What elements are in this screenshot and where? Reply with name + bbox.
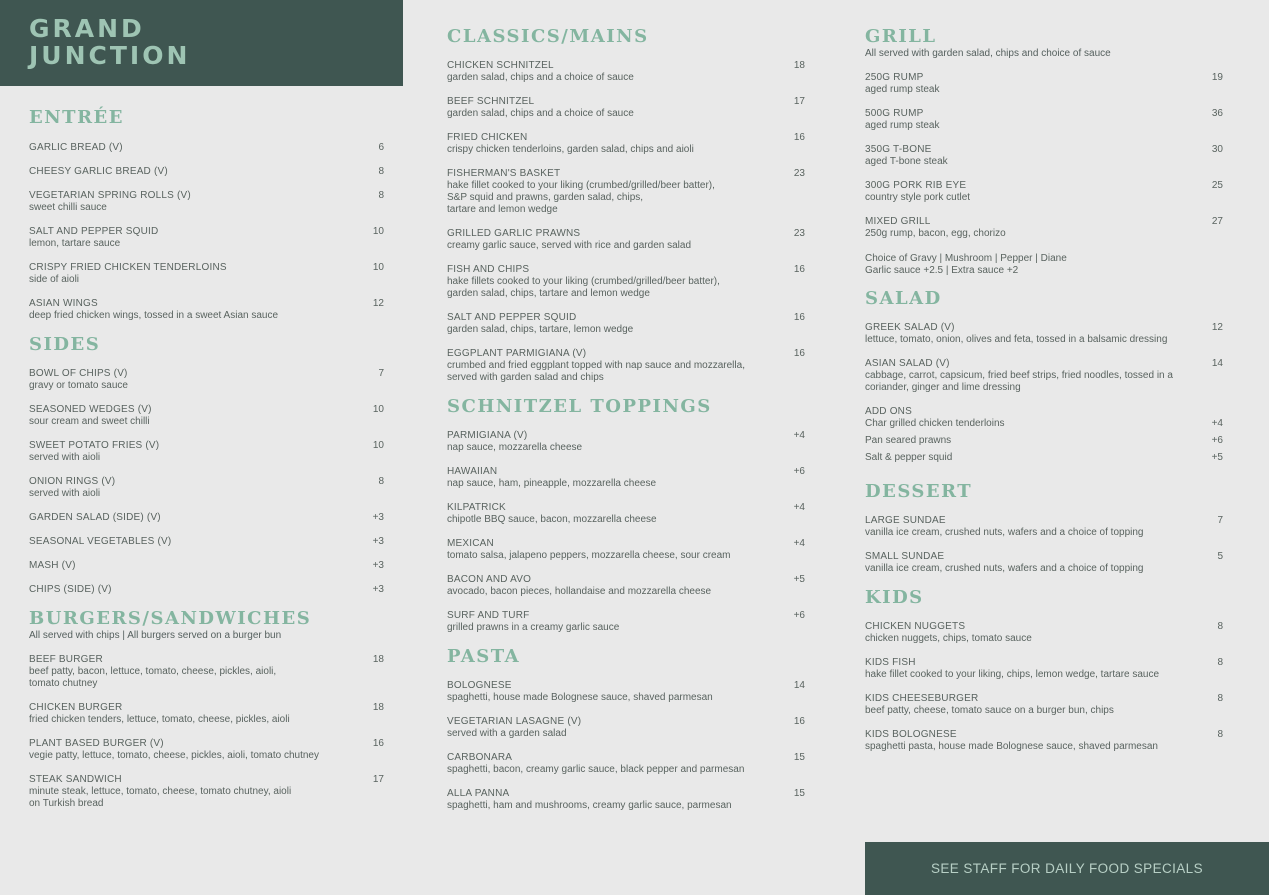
item-desc: hake fillets cooked to your liking (crumbed/grilled/beer batter), garden salad, chips, tartare and lemon wedge	[447, 276, 720, 299]
menu-item	[865, 358, 1223, 394]
item-name: KILPATRICK	[447, 502, 506, 513]
item-name: GREEK SALAD (V)	[865, 322, 955, 333]
item-price: 10	[372, 262, 384, 273]
item-desc: served with a garden salad	[447, 728, 567, 739]
item-price: 12	[372, 298, 384, 309]
item-price: +3	[372, 584, 384, 595]
menu-item	[447, 788, 805, 812]
item-price: 16	[793, 716, 805, 727]
item-name: SURF AND TURF	[447, 610, 530, 621]
item-price: 7	[1217, 515, 1223, 526]
item-price: +3	[372, 560, 384, 571]
item-desc: side of aioli	[29, 274, 80, 285]
menu-item	[29, 654, 384, 690]
item-name: CHICKEN NUGGETS	[865, 621, 966, 632]
item-name: LARGE SUNDAE	[865, 515, 946, 526]
item-name: CHICKEN SCHNITZEL	[447, 60, 554, 71]
item-desc: hake fillet cooked to your liking, chips, lemon wedge, tartare sauce	[865, 669, 1160, 680]
item-desc: served with aioli	[29, 452, 101, 463]
item-name: VEGETARIAN SPRING ROLLS (V)	[29, 190, 191, 201]
section-title-dessert: DESSERT	[865, 481, 973, 502]
addon-item	[865, 435, 1223, 446]
specials-text: SEE STAFF FOR DAILY FOOD SPECIALS	[930, 861, 1203, 876]
item-name: MASH (V)	[29, 560, 76, 571]
section-title-sides: SIDES	[29, 334, 101, 355]
item-name: BACON AND AVO	[447, 574, 532, 585]
menu-item	[29, 560, 384, 572]
item-desc: aged rump steak	[865, 120, 940, 131]
section-title-pasta: PASTA	[447, 646, 521, 667]
addon-item	[865, 418, 1223, 429]
item-desc: vegie patty, lettuce, tomato, cheese, pickles, aioli, tomato chutney	[29, 750, 319, 761]
item-name: SALT AND PEPPER SQUID	[447, 312, 577, 323]
menu-item	[447, 264, 805, 300]
item-desc: sweet chilli sauce	[29, 202, 107, 213]
menu-item	[865, 216, 1223, 240]
item-desc: crispy chicken tenderloins, garden salad, chips and aioli	[447, 144, 694, 155]
item-desc: nap sauce, ham, pineapple, mozzarella cheese	[447, 478, 657, 489]
item-price: 15	[793, 752, 805, 763]
item-desc: aged rump steak	[865, 84, 940, 95]
item-price: 18	[372, 702, 384, 713]
menu-item	[29, 262, 384, 286]
item-name: MIXED GRILL	[865, 216, 931, 227]
menu-item	[865, 515, 1223, 539]
menu-item	[447, 680, 805, 704]
item-price: 7	[378, 368, 384, 379]
item-name: GARDEN SALAD (SIDE) (V)	[29, 512, 161, 523]
item-price: 16	[793, 312, 805, 323]
item-desc: sour cream and sweet chilli	[29, 416, 150, 427]
menu-item	[447, 60, 805, 84]
item-desc: fried chicken tenders, lettuce, tomato, cheese, pickles, aioli	[29, 714, 290, 725]
menu-item	[29, 512, 384, 524]
item-price: 16	[793, 348, 805, 359]
item-price: 27	[1211, 216, 1223, 227]
item-name: ASIAN SALAD (V)	[865, 358, 950, 369]
item-name: CHICKEN BURGER	[29, 702, 123, 713]
menu-item	[29, 368, 384, 392]
item-name: BEEF BURGER	[29, 654, 103, 665]
item-name: SEASONAL VEGETABLES (V)	[29, 536, 172, 547]
menu-item	[29, 190, 384, 214]
menu-item	[447, 168, 805, 216]
menu-item	[29, 774, 384, 810]
item-price: 30	[1211, 144, 1223, 155]
item-desc: chicken nuggets, chips, tomato sauce	[865, 633, 1032, 644]
menu-item	[29, 404, 384, 428]
item-name: KIDS CHEESEBURGER	[865, 693, 979, 704]
item-name: PARMIGIANA (V)	[447, 430, 528, 441]
sauce-extra-line: Garlic sauce +2.5 | Extra sauce +2	[865, 265, 1019, 276]
item-name: KIDS FISH	[865, 657, 916, 668]
menu-item	[447, 312, 805, 336]
item-price: 10	[372, 404, 384, 415]
item-desc: chipotle BBQ sauce, bacon, mozzarella cheese	[447, 514, 657, 525]
item-price: 19	[1211, 72, 1223, 83]
menu-item	[865, 729, 1223, 753]
item-name: CARBONARA	[447, 752, 513, 763]
item-desc: spaghetti, bacon, creamy garlic sauce, black pepper and parmesan	[447, 764, 745, 775]
item-price: +3	[372, 512, 384, 523]
menu-item	[29, 226, 384, 250]
item-price: 8	[1217, 657, 1223, 668]
item-name: FISH AND CHIPS	[447, 264, 530, 275]
section-title-kids: KIDS	[865, 587, 924, 608]
menu-item	[865, 108, 1223, 132]
menu-item	[447, 752, 805, 776]
item-price: 8	[378, 476, 384, 487]
menu-item	[29, 166, 384, 178]
item-name: 300G PORK RIB EYE	[865, 180, 967, 191]
item-desc: vanilla ice cream, crushed nuts, wafers and a choice of topping	[865, 527, 1144, 538]
brand-logo	[29, 15, 190, 69]
item-name: BEEF SCHNITZEL	[447, 96, 535, 107]
brand-line-2: JUNCTION	[29, 41, 191, 70]
item-desc: 250g rump, bacon, egg, chorizo	[865, 228, 1006, 239]
item-desc: hake fillet cooked to your liking (crumbed/grilled/beer batter), S&P squid and prawns, garden salad, chips, tartare and lemon wedge	[447, 180, 715, 215]
item-desc: garden salad, chips and a choice of sauce	[447, 72, 634, 83]
item-price: 10	[372, 226, 384, 237]
item-price: 6	[378, 142, 384, 153]
menu-item	[29, 298, 384, 322]
item-price: 8	[1217, 621, 1223, 632]
specials-banner	[865, 842, 1269, 895]
menu-item	[29, 584, 384, 596]
item-price: 16	[372, 738, 384, 749]
item-desc: beef patty, cheese, tomato sauce on a burger bun, chips	[865, 705, 1114, 716]
menu-item	[447, 466, 805, 490]
section-note-grill: All served with garden salad, chips and choice of sauce	[865, 48, 1111, 59]
item-price: +5	[793, 574, 805, 585]
item-price: +6	[793, 610, 805, 621]
item-name: SEASONED WEDGES (V)	[29, 404, 152, 415]
item-desc: lemon, tartare sauce	[29, 238, 121, 249]
item-name: SALT AND PEPPER SQUID	[29, 226, 159, 237]
item-price: 16	[793, 132, 805, 143]
addon-name: Char grilled chicken tenderloins	[865, 418, 1005, 429]
item-desc: served with aioli	[29, 488, 101, 499]
addons-title: ADD ONS	[865, 406, 912, 417]
item-desc: lettuce, tomato, onion, olives and feta, tossed in a balsamic dressing	[865, 334, 1168, 345]
menu-item	[865, 657, 1223, 681]
item-name: KIDS BOLOGNESE	[865, 729, 957, 740]
menu-item	[447, 132, 805, 156]
menu-item	[29, 738, 384, 762]
item-desc: country style pork cutlet	[865, 192, 971, 203]
item-price: 8	[1217, 729, 1223, 740]
menu-item	[865, 621, 1223, 645]
item-price: +4	[793, 502, 805, 513]
item-price: 36	[1211, 108, 1223, 119]
item-name: STEAK SANDWICH	[29, 774, 122, 785]
item-name: BOWL OF CHIPS (V)	[29, 368, 128, 379]
item-name: 250G RUMP	[865, 72, 924, 83]
item-desc: beef patty, bacon, lettuce, tomato, cheese, pickles, aioli, tomato chutney	[29, 666, 277, 689]
menu-item	[865, 144, 1223, 168]
item-desc: garden salad, chips and a choice of sauce	[447, 108, 634, 119]
item-desc: creamy garlic sauce, served with rice and garden salad	[447, 240, 692, 251]
addon-price: +5	[1211, 452, 1223, 463]
item-name: ONION RINGS (V)	[29, 476, 116, 487]
item-name: EGGPLANT PARMIGIANA (V)	[447, 348, 587, 359]
item-price: +4	[793, 538, 805, 549]
item-desc: cabbage, carrot, capsicum, fried beef strips, fried noodles, tossed in a coriander, ginger and lime dressing	[865, 370, 1173, 393]
item-desc: avocado, bacon pieces, hollandaise and mozzarella cheese	[447, 586, 712, 597]
item-name: ALLA PANNA	[447, 788, 510, 799]
item-price: 17	[793, 96, 805, 107]
item-price: +3	[372, 536, 384, 547]
logo-banner	[0, 0, 403, 86]
item-price: 14	[793, 680, 805, 691]
item-price: 5	[1217, 551, 1223, 562]
menu-item	[29, 440, 384, 464]
menu-item	[865, 693, 1223, 717]
item-price: 23	[793, 168, 805, 179]
item-desc: nap sauce, mozzarella cheese	[447, 442, 583, 453]
item-name: GARLIC BREAD (V)	[29, 142, 123, 153]
brand-line-1: GRAND	[29, 14, 145, 43]
item-price: 14	[1211, 358, 1223, 369]
item-price: 12	[1211, 322, 1223, 333]
section-title-salad: SALAD	[865, 288, 942, 309]
menu-item	[865, 322, 1223, 346]
item-name: CRISPY FRIED CHICKEN TENDERLOINS	[29, 262, 227, 273]
item-name: 350G T-BONE	[865, 144, 932, 155]
addon-price: +4	[1211, 418, 1223, 429]
item-desc: spaghetti pasta, house made Bolognese sauce, shaved parmesan	[865, 741, 1158, 752]
item-price: 17	[372, 774, 384, 785]
item-desc: tomato salsa, jalapeno peppers, mozzarella cheese, sour cream	[447, 550, 731, 561]
menu-item	[29, 476, 384, 500]
addon-name: Salt & pepper squid	[865, 452, 953, 463]
item-price: 25	[1211, 180, 1223, 191]
item-price: 23	[793, 228, 805, 239]
item-price: 8	[378, 190, 384, 201]
item-name: HAWAIIAN	[447, 466, 498, 477]
menu-item	[447, 610, 805, 634]
item-price: 8	[1217, 693, 1223, 704]
addon-item	[865, 452, 1223, 463]
menu-item	[29, 142, 384, 154]
item-desc: spaghetti, house made Bolognese sauce, shaved parmesan	[447, 692, 713, 703]
item-name: FRIED CHICKEN	[447, 132, 528, 143]
item-name: VEGETARIAN LASAGNE (V)	[447, 716, 582, 727]
item-price: 10	[372, 440, 384, 451]
menu-item	[865, 551, 1223, 575]
item-name: BOLOGNESE	[447, 680, 512, 691]
item-price: 15	[793, 788, 805, 799]
item-desc: garden salad, chips, tartare, lemon wedge	[447, 324, 634, 335]
item-name: PLANT BASED BURGER (V)	[29, 738, 164, 749]
item-desc: gravy or tomato sauce	[29, 380, 128, 391]
item-name: CHIPS (SIDE) (V)	[29, 584, 112, 595]
menu-item	[447, 228, 805, 252]
item-desc: grilled prawns in a creamy garlic sauce	[447, 622, 620, 633]
section-title-entree: ENTRÉE	[29, 107, 124, 128]
addon-name: Pan seared prawns	[865, 435, 952, 446]
menu-item	[865, 180, 1223, 204]
item-price: +4	[793, 430, 805, 441]
item-price: 8	[378, 166, 384, 177]
item-name: CHEESY GARLIC BREAD (V)	[29, 166, 168, 177]
item-name: 500G RUMP	[865, 108, 924, 119]
addon-price: +6	[1211, 435, 1223, 446]
menu-item	[865, 72, 1223, 96]
item-name: GRILLED GARLIC PRAWNS	[447, 228, 581, 239]
item-price: +6	[793, 466, 805, 477]
menu-item	[447, 348, 805, 384]
item-price: 16	[793, 264, 805, 275]
menu-item	[447, 96, 805, 120]
section-title-mains: CLASSICS/MAINS	[447, 26, 649, 47]
item-desc: vanilla ice cream, crushed nuts, wafers and a choice of topping	[865, 563, 1144, 574]
item-name: ASIAN WINGS	[29, 298, 98, 309]
item-desc: crumbed and fried eggplant topped with nap sauce and mozzarella, served with garden salad and chips	[447, 360, 745, 383]
item-desc: spaghetti, ham and mushrooms, creamy garlic sauce, parmesan	[447, 800, 732, 811]
section-title-toppings: SCHNITZEL TOPPINGS	[447, 396, 712, 417]
item-desc: aged T-bone steak	[865, 156, 948, 167]
section-title-burgers: BURGERS/SANDWICHES	[29, 608, 312, 629]
item-name: SWEET POTATO FRIES (V)	[29, 440, 160, 451]
menu-item	[29, 536, 384, 548]
menu-item	[447, 538, 805, 562]
item-name: FISHERMAN'S BASKET	[447, 168, 561, 179]
menu-item	[447, 430, 805, 454]
item-name: SMALL SUNDAE	[865, 551, 945, 562]
item-price: 18	[372, 654, 384, 665]
menu-item	[447, 574, 805, 598]
sauce-choice-line: Choice of Gravy | Mushroom | Pepper | Diane	[865, 253, 1067, 264]
menu-item	[447, 716, 805, 740]
item-desc: minute steak, lettuce, tomato, cheese, tomato chutney, aioli on Turkish bread	[29, 786, 292, 809]
section-title-grill: GRILL	[865, 26, 937, 47]
menu-item	[29, 702, 384, 726]
item-desc: deep fried chicken wings, tossed in a sweet Asian sauce	[29, 310, 279, 321]
menu-item	[447, 502, 805, 526]
item-name: MEXICAN	[447, 538, 494, 549]
section-note-burgers: All served with chips | All burgers served on a burger bun	[29, 630, 282, 641]
item-price: 18	[793, 60, 805, 71]
